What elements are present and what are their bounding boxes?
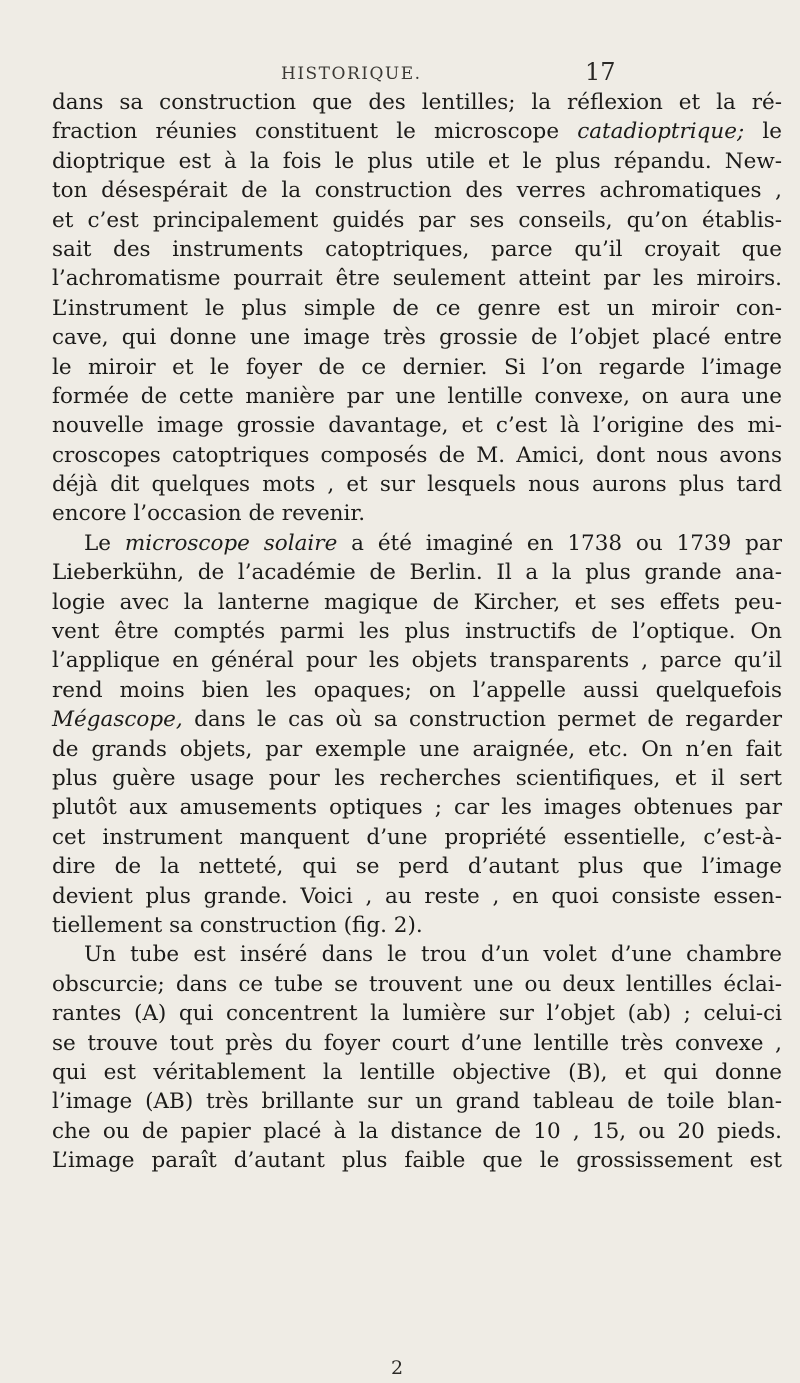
text-line xyxy=(52,852,782,881)
text-run: de grands objets, par exemple une araignée, etc. On n’en fait xyxy=(52,736,782,762)
text-run: l’image (AB) très brillante sur un grand tableau de toile blan- xyxy=(52,1089,782,1115)
text-line xyxy=(52,823,782,852)
text-line xyxy=(52,529,782,558)
text-run: Lieberkühn, de l’académie de Berlin. Il a la plus grande ana- xyxy=(52,560,782,586)
italic-term: catadioptrique; xyxy=(577,119,745,145)
text-line xyxy=(52,353,782,382)
text-line xyxy=(52,470,782,499)
text-run: Le xyxy=(84,530,125,556)
text-run: fraction réunies constituent le microscope xyxy=(52,119,578,145)
text-run: dire de la netteté, qui se perd d’autant plus que l’image xyxy=(52,854,782,880)
text-line xyxy=(52,441,782,470)
body-text xyxy=(52,88,782,1175)
text-line xyxy=(52,499,782,528)
text-line xyxy=(52,646,782,675)
text-line xyxy=(52,793,782,822)
text-line xyxy=(52,1146,782,1175)
text-line xyxy=(52,206,782,235)
text-run: formée de cette manière par une lentille convexe, on aura une xyxy=(52,383,782,409)
signature-mark: 2 xyxy=(391,1357,404,1379)
text-run: nouvelle image grossie davantage, et c’est là l’origine des mi- xyxy=(52,413,782,439)
text-run: le xyxy=(744,119,782,145)
text-line xyxy=(52,970,782,999)
text-line xyxy=(52,176,782,205)
text-line xyxy=(52,882,782,911)
text-line xyxy=(52,88,782,117)
text-run: a été imaginé en 1738 ou 1739 par xyxy=(337,530,782,556)
text-run: rend moins bien les opaques; on l’appelle aussi quelquefois xyxy=(52,677,782,703)
text-run: qui est véritablement la lentille objective (B), et qui donne xyxy=(52,1059,782,1085)
text-run: devient plus grande. Voici , au reste , en quoi consiste essen- xyxy=(52,883,782,909)
text-run: L’image paraît d’autant plus faible que le grossissement est xyxy=(52,1148,782,1174)
text-run: cave, qui donne une image très grossie de l’objet placé entre xyxy=(52,325,782,351)
running-head: HISTORIQUE. xyxy=(281,64,422,84)
text-line xyxy=(52,764,782,793)
text-line xyxy=(52,382,782,411)
text-line xyxy=(52,940,782,969)
text-run: che ou de papier placé à la distance de 10 , 15, ou 20 pieds. xyxy=(52,1118,782,1144)
text-line xyxy=(52,588,782,617)
text-run: ton désespérait de la construction des verres achromatiques , xyxy=(52,178,782,204)
text-line xyxy=(52,294,782,323)
italic-term: Mégascope, xyxy=(52,707,183,733)
text-line xyxy=(52,1117,782,1146)
text-run: le miroir et le foyer de ce dernier. Si l’on regarde l’image xyxy=(52,354,782,380)
text-run: dans le cas où sa construction permet de regarder xyxy=(182,707,782,733)
italic-term: microscope solaire xyxy=(124,530,338,556)
page-number: 17 xyxy=(585,58,616,86)
text-run: plutôt aux amusements optiques ; car les images obtenues par xyxy=(52,795,782,821)
text-run: sait des instruments catoptriques, parce qu’il croyait que xyxy=(52,236,782,262)
text-line xyxy=(52,911,782,940)
text-run: Un tube est inséré dans le trou d’un volet d’une chambre xyxy=(84,942,782,968)
text-line xyxy=(52,617,782,646)
text-line xyxy=(52,676,782,705)
text-line xyxy=(52,999,782,1028)
text-line xyxy=(52,411,782,440)
text-line xyxy=(52,235,782,264)
text-run: encore l’occasion de revenir. xyxy=(52,501,366,527)
text-run: dioptrique est à la fois le plus utile et le plus répandu. New- xyxy=(52,148,782,174)
text-run: logie avec la lanterne magique de Kircher, et ses effets peu- xyxy=(52,589,782,615)
text-run: dans sa construction que des lentilles; la réflexion et la ré- xyxy=(52,90,782,115)
text-run: tiellement sa construction (fig. 2). xyxy=(52,912,423,938)
text-line xyxy=(52,1029,782,1058)
text-run: L’instrument le plus simple de ce genre est un miroir con- xyxy=(52,295,782,321)
text-run: cet instrument manquent d’une propriété essentielle, c’est-à- xyxy=(52,824,782,850)
text-line xyxy=(52,558,782,587)
text-run: plus guère usage pour les recherches scientifiques, et il sert xyxy=(52,765,782,791)
text-run: obscurcie; dans ce tube se trouvent une ou deux lentilles éclai- xyxy=(52,971,782,997)
text-run: l’achromatisme pourrait être seulement atteint par les miroirs. xyxy=(52,266,782,292)
text-line xyxy=(52,705,782,734)
text-line xyxy=(52,147,782,176)
text-run: déjà dit quelques mots , et sur lesquels nous aurons plus tard xyxy=(52,472,782,498)
text-line xyxy=(52,117,782,146)
text-line xyxy=(52,735,782,764)
text-run: se trouve tout près du foyer court d’une lentille très convexe , xyxy=(52,1030,782,1056)
text-line xyxy=(52,264,782,293)
text-run: croscopes catoptriques composés de M. Amici, dont nous avons xyxy=(52,442,782,468)
text-run: rantes (A) qui concentrent la lumière sur l’objet (ab) ; celui-ci xyxy=(52,1001,782,1027)
text-run: l’applique en général pour les objets transparents , parce qu’il xyxy=(52,648,782,674)
text-line xyxy=(52,323,782,352)
text-run: et c’est principalement guidés par ses conseils, qu’on établis- xyxy=(52,207,782,233)
text-line xyxy=(52,1058,782,1087)
text-run: vent être comptés parmi les plus instructifs de l’optique. On xyxy=(52,619,782,645)
text-line xyxy=(52,1087,782,1116)
